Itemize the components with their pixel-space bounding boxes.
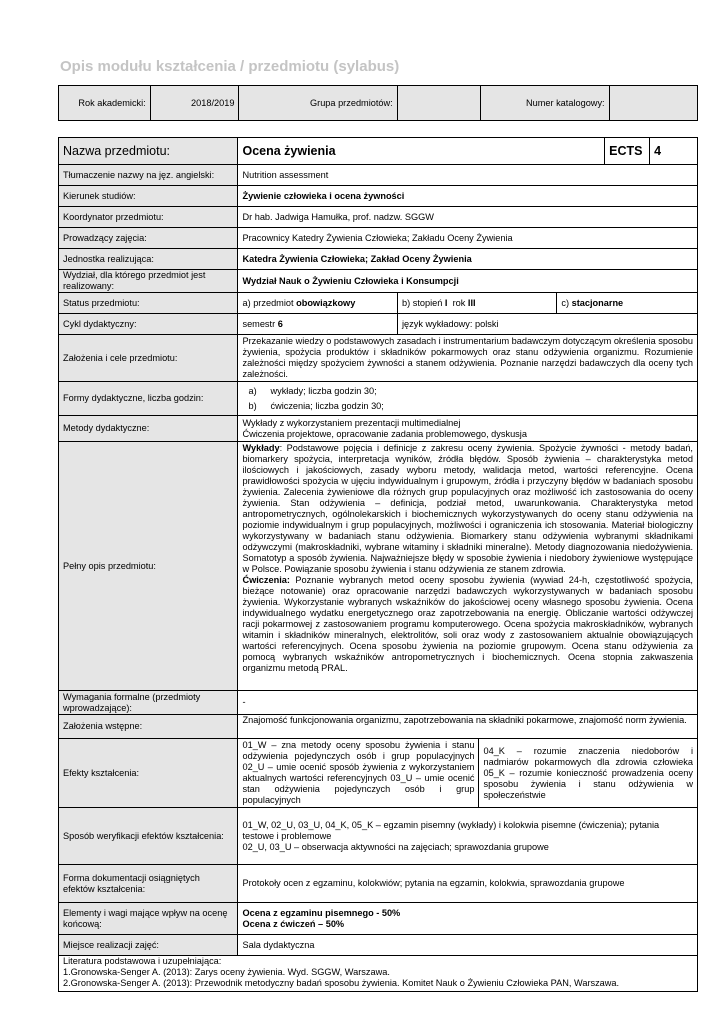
metody-value: Wykłady z wykorzystaniem prezentacji multimedialnej Ćwiczenia projektowe, opracowanie zadania problemowego, dyskusja	[238, 416, 698, 442]
nazwa-value: Ocena żywienia	[238, 138, 605, 165]
koord-value: Dr hab. Jadwiga Hamułka, prof. nadzw. SGGW	[238, 207, 698, 228]
numer-label: Numer katalogowy:	[481, 86, 609, 121]
jedn-label: Jednostka realizująca:	[59, 249, 238, 270]
ects-label: ECTS	[605, 138, 650, 165]
koord-label: Koordynator przedmiotu:	[59, 207, 238, 228]
pelny-label: Pełny opis przedmiotu:	[59, 442, 238, 691]
literatura: Literatura podstawowa i uzupełniająca: 1.Gronowska-Senger A. (2013): Zarys oceny żywienia. Wyd. SGGW, Warszawa. 2.Gronowska-Senger A. (2013): Przewodnik metodyczny badań sposobu żywienia. Komitet Nauk o Żywieniu Człowieka PAN, Warszawa.	[59, 956, 698, 992]
tlum-value: Nutrition assessment	[238, 165, 698, 186]
numer-value	[609, 86, 697, 121]
ects-value: 4	[650, 138, 698, 165]
forma-label: Forma dokumentacji osiągniętych efektów kształcenia:	[59, 865, 238, 903]
efekty-left: 01_W – zna metody oceny sposobu żywienia i stanu odżywienia pojedynczych osób i grup populacyjnych 02_U – umie ocenić sposób żywienia z wykorzystaniem aktualnych wartości referencyjnych 03_U – umie ocenić stan odżywienia pojedynczych osób i grup populacyjnych	[238, 739, 479, 807]
elem-label: Elementy i wagi mające wpływ na ocenę końcową:	[59, 903, 238, 935]
wydz-label: Wydział, dla którego przedmiot jest realizowany:	[59, 270, 238, 293]
forma-value: Protokoły ocen z egzaminu, kolokwiów; pytania na egzamin, kolokwia, sprawozdania grupowe	[238, 865, 698, 903]
grupa-label: Grupa przedmiotów:	[239, 86, 397, 121]
pelny-value: Wykłady: Podstawowe pojęcia i definicje z zakresu oceny żywienia. Spożycie żywności - metody badań, biomarkery spożycia, interpretacja wyników, źródła błędów. Sposób żywienia – charakterystyka metod ilościowych i jakościowych, zasady wyboru metody, walidacja metod, wartości referencyjne. Ocena prawidłowości spożycia w ujęciu indywidualnym i grupowym, źródła i przyczyny błędów w badaniach sposobu żywienia. Zalecenia żywieniowe dla różnych grup populacyjnych oraz możliwość ich zastosowania do oceny żywienia. Stan odżywienia – definicja, podział metod, uwarunkowania. Charakterystyka metod antropometrycznych, ogólnolekarskich i biochemicznych wykorzystywanych do oceny stanu odżywienia na poziomie indywidualnym i grup populacyjnych, możliwości i ograniczenia ich stosowania. Materiał biologiczny wykorzystywany w badaniach stanu odżywienia. Biomarkery stanu odżywienia wybranymi składnikami odżywczymi (makroskładniki, wybrane witaminy i składniki mineralne). Metody diagnozowania niedożywienia. Somatotyp a sposób żywienia. Najważniejsze błędy w sposobie żywienia i niedobory żywieniowe występujące w Polsce. Powiązanie sposobu żywienia i stanu odżywienia ze stanem zdrowia. Ćwiczenia: Poznanie wybranych metod oceny sposobu żywienia (wywiad 24-h, częstotliwość spożycia, bieżące notowanie) oraz opracowanie narzędzi badawczych wykorzystywanych w badaniach sposobu żywienia. Wykorzystanie wybranych wskaźników do jakościowej oceny własnego sposobu żywienia. Ocena indywidualnego wydatku energetycznego oraz zapotrzebowania na energię. Obliczanie wartości odżywczej racji pokarmowej z zastosowaniem programu komputerowego. Ocena spożycia makroskładników, wybranych witamin i składników mineralnych, elektrolitów, soli oraz wody z zastosowaniem aktualnie obowiązujących wartości referencyjnych. Ocena sposobu żywienia na poziomie grupowym. Ocena stanu odżywienia za pomocą wybranych wskaźników antropometrycznych i biochemicznych. Ocena stopnia zakwaszenia organizmu metodą PRAL.	[238, 442, 698, 691]
sposob-label: Sposób weryfikacji efektów kształcenia:	[59, 808, 238, 865]
cykl-value: semestr 6	[238, 314, 398, 335]
wym-value: -	[238, 691, 698, 715]
formy-value: a) wykłady; liczba godzin 30; b) ćwiczenia; liczba godzin 30;	[238, 382, 698, 416]
grupa-value	[397, 86, 480, 121]
kierunek-label: Kierunek studiów:	[59, 186, 238, 207]
status-b: b) stopień I rok III	[398, 293, 557, 314]
efekty-value	[238, 739, 698, 808]
prow-value: Pracownicy Katedry Żywienia Człowieka; Zakładu Oceny Żywienia	[238, 228, 698, 249]
rok-value: 2018/2019	[150, 86, 239, 121]
header-table	[58, 85, 698, 121]
tlum-label: Tłumaczenie nazwy na jęz. angielski:	[59, 165, 238, 186]
miejsce-value: Sala dydaktyczna	[238, 935, 698, 956]
cykl-label: Cykl dydaktyczny:	[59, 314, 238, 335]
kierunek-value: Żywienie człowieka i ocena żywności	[238, 186, 698, 207]
page-title: Opis modułu kształcenia / przedmiotu (sylabus)	[60, 58, 400, 75]
sposob-value: 01_W, 02_U, 03_U, 04_K, 05_K – egzamin pisemny (wykłady) i kolokwia pisemne (ćwiczenia); pytania testowe i problemowe 02_U, 03_U – obserwacja aktywności na zajęciach; sprawozdania grupowe	[238, 808, 698, 865]
jezyk-value: język wykładowy: polski	[398, 314, 698, 335]
zalw-label: Założenia wstępne:	[59, 715, 238, 739]
wym-label: Wymagania formalne (przedmioty wprowadzające):	[59, 691, 238, 715]
zal-value: Przekazanie wiedzy o podstawowych zasadach i instrumentarium badawczym dotyczącym określenia sposobu żywienia, spożycia produktów i składników pokarmowych oraz stanu odżywienia organizmu. Rozumienie zależności między spożyciem żywności a stanem odżywienia. Poznanie narzędzi badawczych dla oceny tych zależności.	[238, 335, 698, 382]
rok-label: Rok akademicki:	[59, 86, 151, 121]
formy-label: Formy dydaktyczne, liczba godzin:	[59, 382, 238, 416]
nazwa-label: Nazwa przedmiotu:	[59, 138, 238, 165]
wydz-value: Wydział Nauk o Żywieniu Człowieka i Konsumpcji	[238, 270, 698, 293]
status-c: c) stacjonarne	[557, 293, 698, 314]
syllabus-table	[58, 137, 698, 992]
elem-value: Ocena z egzaminu pisemnego - 50% Ocena z ćwiczeń – 50%	[238, 903, 698, 935]
efekty-label: Efekty kształcenia:	[59, 739, 238, 808]
zalw-value: Znajomość funkcjonowania organizmu, zapotrzebowania na składniki pokarmowe, znajomość norm żywienia.	[238, 715, 698, 739]
efekty-right: 04_K – rozumie znaczenia niedoborów i nadmiarów pokarmowych dla zdrowia człowieka 05_K – rozumie konieczność prowadzenia oceny sposobu żywienia i stanu odżywienia w społeczeństwie	[483, 745, 693, 800]
status-label: Status przedmiotu:	[59, 293, 238, 314]
status-a: a) przedmiot obowiązkowy	[238, 293, 398, 314]
miejsce-label: Miejsce realizacji zajęć:	[59, 935, 238, 956]
jedn-value: Katedra Żywienia Człowieka; Zakład Oceny Żywienia	[238, 249, 698, 270]
metody-label: Metody dydaktyczne:	[59, 416, 238, 442]
prow-label: Prowadzący zajęcia:	[59, 228, 238, 249]
zal-label: Założenia i cele przedmiotu:	[59, 335, 238, 382]
